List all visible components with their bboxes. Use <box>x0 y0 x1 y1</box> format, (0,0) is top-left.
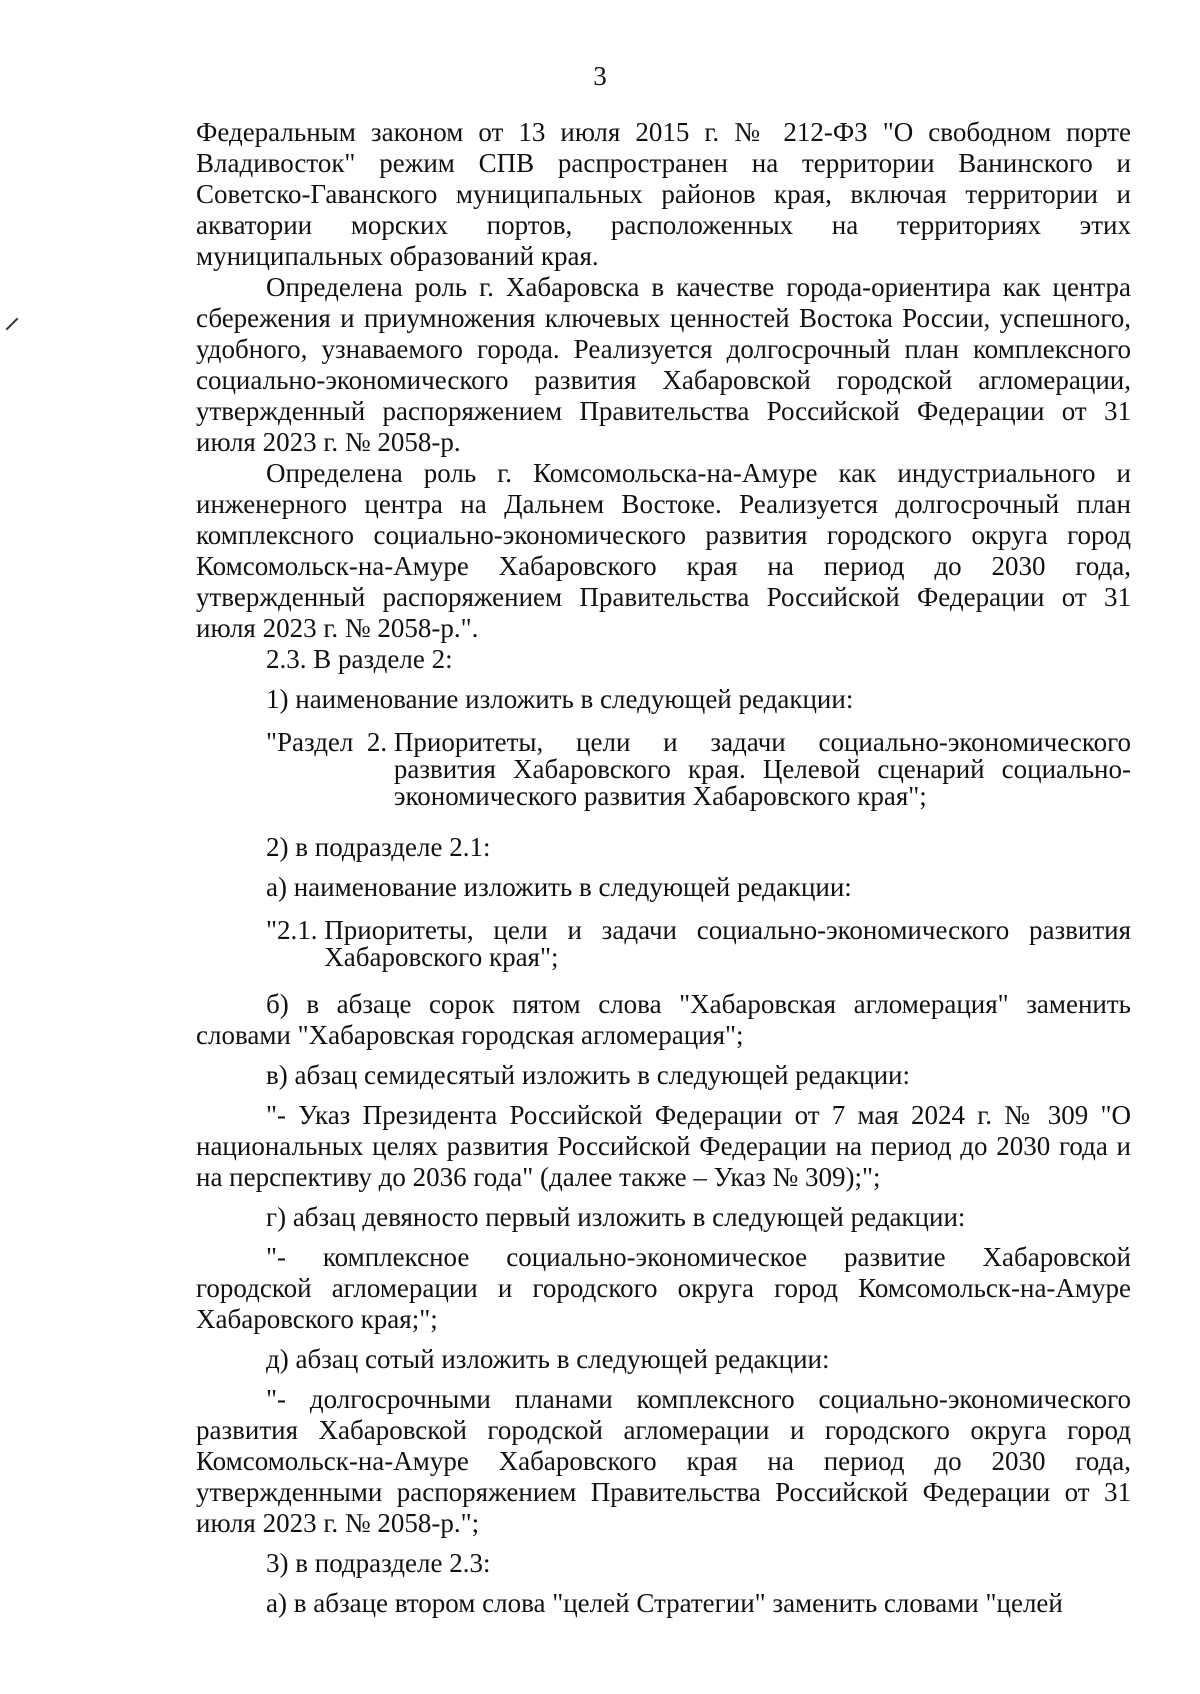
quoted-heading <box>266 917 1131 971</box>
quoted-heading-text: Приоритеты, цели и задачи социально-экономического развития Хабаровского края. Целевой сценарий социально-экономического развития Хабаровского края"; <box>393 727 1131 811</box>
paragraph: Федеральным законом от 13 июля 2015 г. № 212-ФЗ "О свободном порте Владивосток" режим СПВ распространен на территории Ванинского и Советско-Гаванского муниципальных районов края, включая территории и акватории морских портов, расположенных на территориях этих муниципальных образований края. <box>196 117 1131 271</box>
paragraph: а) в абзаце втором слова "целей Стратегии" заменить словами "целей <box>266 1588 1063 1618</box>
quoted-heading-label: "Раздел 2. <box>266 727 394 757</box>
paragraph: г) абзац девяносто первый изложить в следующей редакции: <box>266 1202 966 1232</box>
document-body <box>196 117 1131 1619</box>
paragraph: 3) в подразделе 2.3: <box>266 1548 491 1578</box>
quoted-heading-label: "2.1. <box>266 915 325 945</box>
quoted-heading-text: Приоритеты, цели и задачи социально-экономического развития Хабаровского края"; <box>324 915 1131 972</box>
paragraph: 2) в подразделе 2.1: <box>266 832 491 862</box>
paragraph: "- долгосрочными планами комплексного социально-экономического развития Хабаровской городской агломерации и городского округа город Комсомольск-на-Амуре Хабаровского края на период до 2030 года, утвержденными распоряжением Правительства Российской Федерации от 31 июля 2023 г. № 2058-р."; <box>196 1384 1131 1538</box>
paragraph: б) в абзаце сорок пятом слова "Хабаровская агломерация" заменить словами "Хабаровская городская агломерация"; <box>196 989 1131 1050</box>
paragraph: "- Указ Президента Российской Федерации от 7 мая 2024 г. № 309 "О национальных целях развития Российской Федерации на период до 2030 года и на перспективу до 2036 года" (далее также – Указ № 309);"; <box>196 1100 1131 1192</box>
paragraph: в) абзац семидесятый изложить в следующей редакции: <box>266 1060 910 1090</box>
paragraph: 1) наименование изложить в следующей редакции: <box>266 684 854 714</box>
paragraph: Определена роль г. Комсомольска-на-Амуре как индустриального и инженерного центра на Дальнем Востоке. Реализуется долгосрочный план комплексного социально-экономического развития городского округа город Комсомольск-на-Амуре Хабаровского края на период до 2030 года, утвержденный распоряжением Правительства Российской Федерации от 31 июля 2023 г. № 2058-р.". <box>196 458 1131 643</box>
page-number: 3 <box>593 61 607 91</box>
paragraph: а) наименование изложить в следующей редакции: <box>266 872 852 902</box>
paragraph: "- комплексное социально-экономическое развитие Хабаровской городской агломерации и городского округа город Комсомольск-на-Амуре Хабаровского края;"; <box>196 1242 1131 1334</box>
paragraph: Определена роль г. Хабаровска в качестве города-ориентира как центра сбережения и приумножения ключевых ценностей Востока России, успешного, удобного, узнаваемого города. Реализуется долгосрочный план комплексного социально-экономического развития Хабаровской городской агломерации, утвержденный распоряжением Правительства Российской Федерации от 31 июля 2023 г. № 2058-р. <box>196 272 1131 457</box>
margin-mark <box>6 318 19 331</box>
paragraph: 2.3. В разделе 2: <box>266 644 453 674</box>
paragraph: д) абзац сотый изложить в следующей редакции: <box>266 1344 830 1374</box>
quoted-heading <box>266 729 1131 810</box>
